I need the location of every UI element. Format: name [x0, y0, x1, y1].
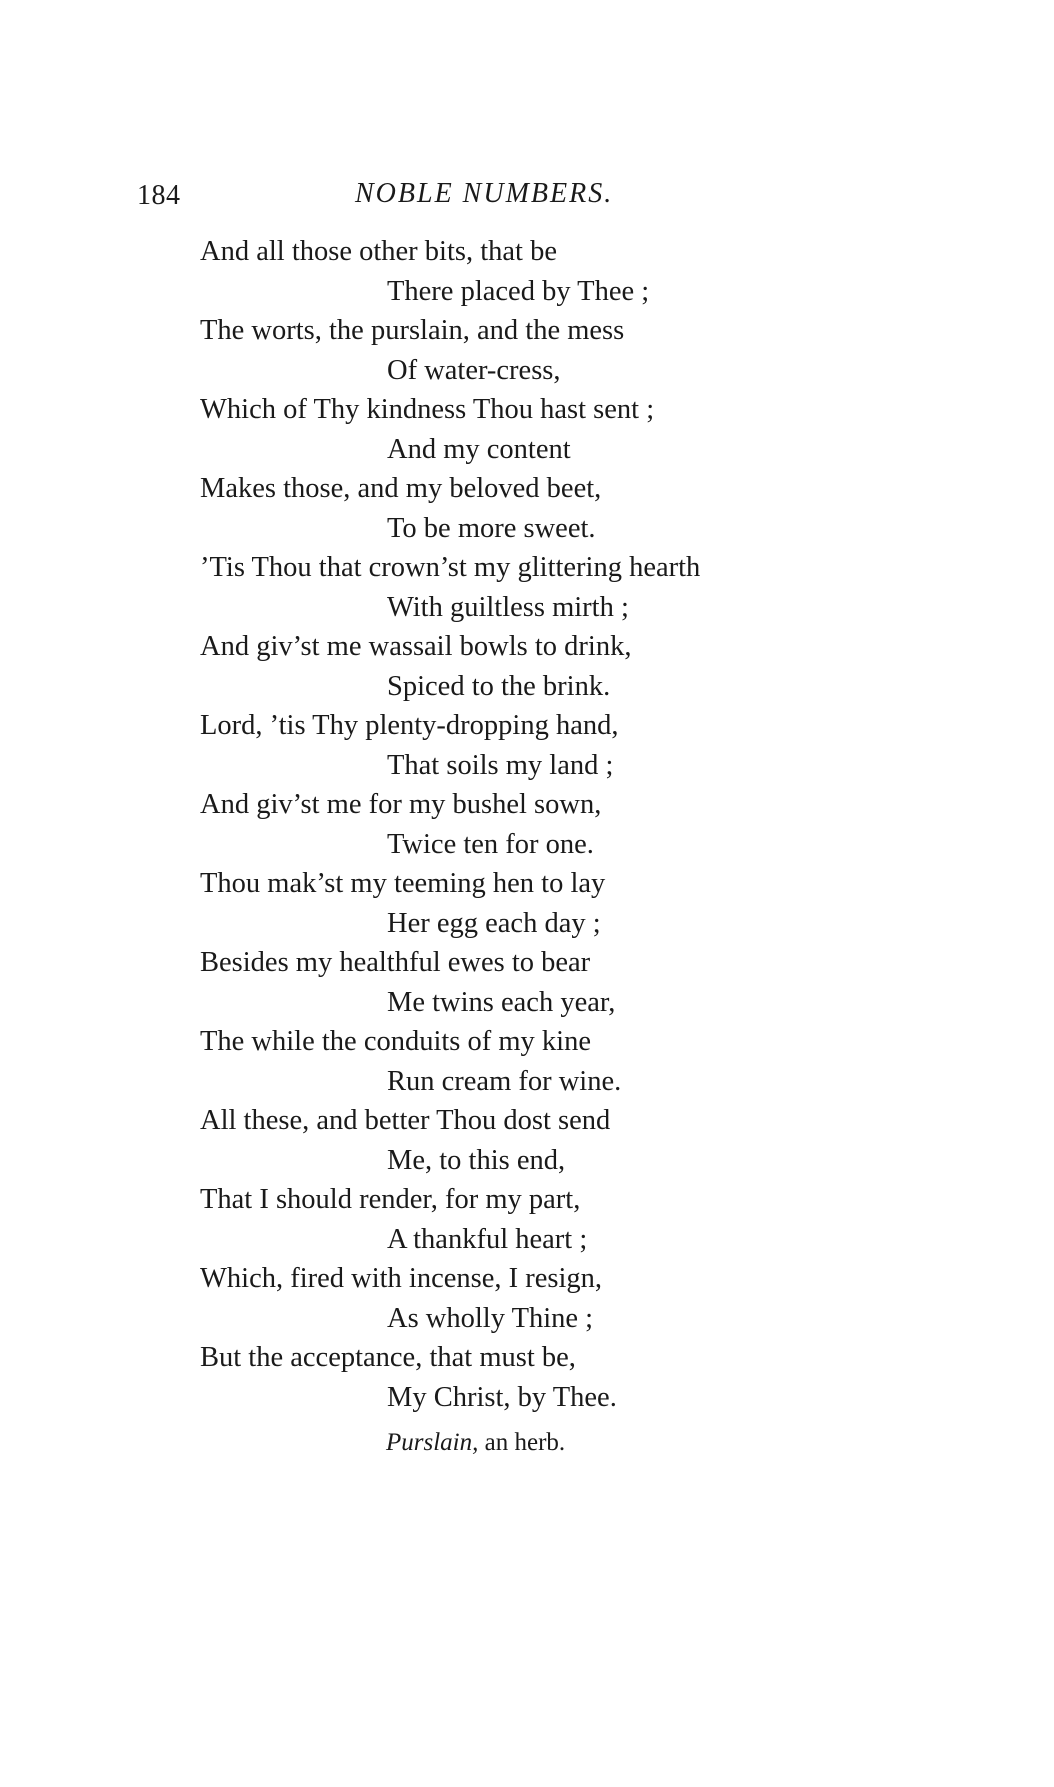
poem-line: Of water-cress, [387, 354, 561, 386]
poem-line: Run cream for wine. [387, 1065, 622, 1097]
poem-line: Makes those, and my beloved beet, [200, 473, 602, 504]
poem-line: Which, fired with incense, I resign, [200, 1263, 603, 1294]
footnote [386, 1429, 565, 1457]
poem-line: That soils my land ; [387, 749, 614, 781]
footnote-definition: an herb. [478, 1429, 566, 1456]
poem-line: As wholly Thine ; [387, 1302, 594, 1334]
poem-line: Twice ten for one. [387, 828, 594, 860]
poem-line: Besides my healthful ewes to bear [200, 947, 591, 978]
poem-line: Thou mak’st my teeming hen to lay [200, 868, 606, 899]
page-number: 184 [137, 180, 181, 211]
poem-line: Spiced to the brink. [387, 670, 611, 702]
poem-line: Lord, ’tis Thy plenty-dropping hand, [200, 710, 619, 741]
poem-line: There placed by Thee ; [387, 275, 650, 307]
poem-line: My Christ, by Thee. [387, 1381, 617, 1413]
poem-line: Her egg each day ; [387, 907, 601, 939]
poem-line: To be more sweet. [387, 512, 596, 544]
poem-line: And all those other bits, that be [200, 236, 557, 267]
poem-line: The while the conduits of my kine [200, 1026, 591, 1057]
poem-line: With guiltless mirth ; [387, 591, 629, 623]
poem-line: And my content [387, 433, 571, 465]
poem-line: Me twins each year, [387, 986, 616, 1018]
poem-line: ’Tis Thou that crown’st my glittering hearth [200, 552, 701, 583]
footnote-term: Purslain, [386, 1429, 479, 1456]
poem-line: And giv’st me for my bushel sown, [200, 789, 602, 820]
poem-line: But the acceptance, that must be, [200, 1342, 576, 1373]
poem-line: That I should render, for my part, [200, 1184, 581, 1215]
poem-line: A thankful heart ; [387, 1223, 588, 1255]
running-head: NOBLE NUMBERS. [355, 178, 614, 209]
poem-line: The worts, the purslain, and the mess [200, 315, 625, 346]
poem-line: All these, and better Thou dost send [200, 1105, 611, 1136]
poem-line: And giv’st me wassail bowls to drink, [200, 631, 632, 662]
poem [200, 232, 1020, 1417]
poem-line: Me, to this end, [387, 1144, 566, 1176]
poem-line: Which of Thy kindness Thou hast sent ; [200, 394, 655, 425]
